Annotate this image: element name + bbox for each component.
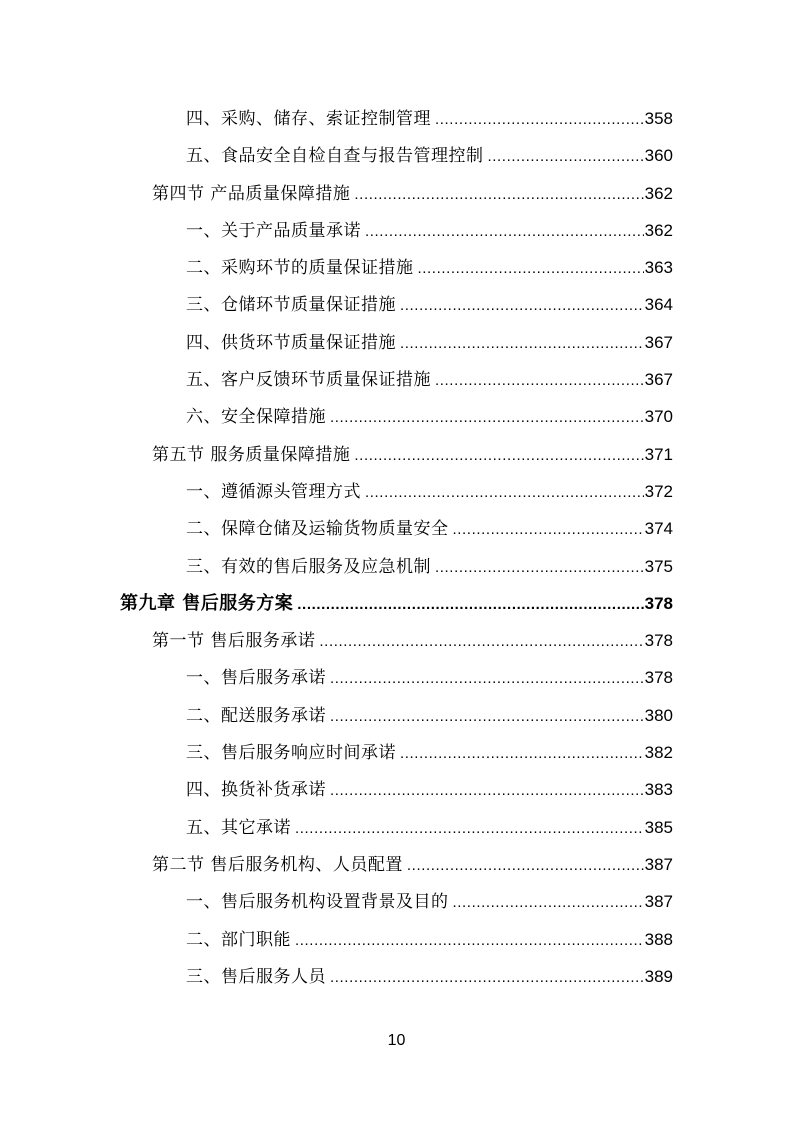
toc-entry-title: 一、售后服务承诺 bbox=[186, 668, 326, 689]
toc-entry-title: 三、售后服务人员 bbox=[186, 966, 326, 987]
toc-entry[interactable] bbox=[0, 137, 793, 174]
toc-entry-page: 382 bbox=[644, 743, 673, 763]
toc-entry[interactable] bbox=[0, 622, 793, 659]
toc-entry-page: 375 bbox=[644, 556, 673, 576]
toc-leader-dots bbox=[407, 847, 644, 884]
toc-entry-page: 367 bbox=[644, 332, 673, 352]
toc-entry-title: 四、采购、储存、索证控制管理 bbox=[186, 109, 431, 129]
toc-entry-title: 一、售后服务机构设置背景及目的 bbox=[186, 892, 449, 913]
toc-leader-dots bbox=[330, 698, 644, 735]
toc-entry-page: 378 bbox=[644, 593, 673, 613]
toc-entry-page: 371 bbox=[644, 444, 673, 464]
toc-entry-page: 363 bbox=[644, 258, 673, 278]
page-number: 10 bbox=[387, 1032, 406, 1049]
toc-entry[interactable] bbox=[0, 883, 793, 920]
toc-entry-title: 二、配送服务承诺 bbox=[186, 705, 326, 726]
toc-leader-dots bbox=[330, 399, 644, 436]
toc-leader-dots bbox=[435, 362, 644, 399]
toc-leader-dots bbox=[400, 735, 644, 772]
toc-entry[interactable] bbox=[0, 958, 793, 995]
toc-leader-dots bbox=[435, 101, 644, 138]
toc-entry[interactable] bbox=[0, 100, 793, 137]
toc-leader-dots bbox=[330, 959, 644, 996]
toc-entry-title: 第五节 服务质量保障措施 bbox=[152, 444, 351, 465]
toc-entry[interactable] bbox=[0, 659, 793, 696]
toc-entry-page: 380 bbox=[644, 705, 673, 725]
toc-entry[interactable] bbox=[0, 846, 793, 883]
toc-entry-title: 一、遵循源头管理方式 bbox=[186, 481, 361, 502]
toc-entry-page: 362 bbox=[644, 220, 673, 240]
toc-leader-dots bbox=[453, 884, 644, 921]
toc-entry-page: 367 bbox=[644, 370, 673, 390]
toc-entry[interactable] bbox=[0, 510, 793, 547]
toc-entry[interactable] bbox=[0, 212, 793, 249]
toc-entry-title: 二、采购环节的质量保证措施 bbox=[186, 258, 414, 279]
toc-entry-title: 二、部门职能 bbox=[186, 929, 291, 950]
toc-entry-title: 二、保障仓储及运输货物质量安全 bbox=[186, 519, 449, 540]
toc-entry[interactable] bbox=[0, 548, 793, 585]
toc-leader-dots bbox=[365, 213, 644, 250]
toc-leader-dots bbox=[365, 474, 644, 511]
toc-entry[interactable] bbox=[0, 436, 793, 473]
toc-entry-page: 389 bbox=[644, 966, 673, 986]
toc-entry[interactable] bbox=[0, 286, 793, 323]
toc-entry[interactable] bbox=[0, 473, 793, 510]
toc-entry[interactable] bbox=[0, 809, 793, 846]
toc-entry-page: 383 bbox=[644, 780, 673, 800]
toc-entry-title: 五、食品安全自检自查与报告管理控制 bbox=[186, 146, 484, 167]
toc-entry-page: 387 bbox=[644, 854, 673, 874]
toc-entry[interactable] bbox=[0, 398, 793, 435]
toc-entry-page: 358 bbox=[644, 109, 673, 128]
toc-leader-dots bbox=[330, 660, 644, 697]
toc-leader-dots bbox=[400, 287, 644, 324]
toc-entry[interactable] bbox=[0, 585, 793, 622]
toc-entry-title: 三、仓储环节质量保证措施 bbox=[186, 295, 396, 316]
toc-entry[interactable] bbox=[0, 921, 793, 958]
toc-entry[interactable] bbox=[0, 734, 793, 771]
toc-leader-dots bbox=[354, 437, 643, 474]
toc-entry[interactable] bbox=[0, 324, 793, 361]
toc-entry-page: 388 bbox=[644, 929, 673, 949]
toc-entry-title: 第一节 售后服务承诺 bbox=[152, 631, 316, 652]
toc-entry-page: 372 bbox=[644, 481, 673, 501]
toc-entry-title: 四、供货环节质量保证措施 bbox=[186, 332, 396, 353]
toc-entry-page: 378 bbox=[644, 668, 673, 688]
table-of-contents bbox=[0, 100, 793, 995]
toc-entry-page: 378 bbox=[644, 631, 673, 651]
toc-entry-title: 六、安全保障措施 bbox=[186, 407, 326, 428]
toc-entry[interactable] bbox=[0, 175, 793, 212]
toc-entry-title: 五、客户反馈环节质量保证措施 bbox=[186, 370, 431, 391]
toc-leader-dots bbox=[297, 586, 643, 623]
toc-leader-dots bbox=[418, 250, 644, 287]
toc-leader-dots bbox=[354, 176, 643, 213]
toc-entry-page: 385 bbox=[644, 817, 673, 837]
toc-entry-title: 第九章 售后服务方案 bbox=[120, 592, 294, 614]
toc-entry[interactable] bbox=[0, 249, 793, 286]
toc-entry[interactable] bbox=[0, 697, 793, 734]
toc-leader-dots bbox=[295, 810, 644, 847]
toc-entry-title: 一、关于产品质量承诺 bbox=[186, 220, 361, 241]
toc-entry-page: 387 bbox=[644, 892, 673, 912]
toc-entry-title: 四、换货补货承诺 bbox=[186, 780, 326, 801]
toc-entry-page: 364 bbox=[644, 295, 673, 315]
toc-leader-dots bbox=[488, 138, 644, 175]
toc-entry-title: 第二节 售后服务机构、人员配置 bbox=[152, 854, 403, 875]
toc-leader-dots bbox=[295, 922, 644, 959]
toc-entry[interactable] bbox=[0, 771, 793, 808]
toc-entry-title: 三、售后服务响应时间承诺 bbox=[186, 743, 396, 764]
toc-leader-dots bbox=[435, 549, 644, 586]
toc-entry-page: 370 bbox=[644, 407, 673, 427]
toc-leader-dots bbox=[330, 772, 644, 809]
toc-entry-page: 360 bbox=[644, 146, 673, 166]
toc-leader-dots bbox=[453, 511, 644, 548]
toc-leader-dots bbox=[319, 623, 643, 660]
toc-leader-dots bbox=[400, 325, 644, 362]
toc-entry-page: 362 bbox=[644, 183, 673, 203]
toc-entry-title: 第四节 产品质量保障措施 bbox=[152, 183, 351, 204]
toc-entry-page: 374 bbox=[644, 519, 673, 539]
toc-entry-title: 五、其它承诺 bbox=[186, 817, 291, 838]
toc-entry-title: 三、有效的售后服务及应急机制 bbox=[186, 556, 431, 577]
toc-entry[interactable] bbox=[0, 361, 793, 398]
